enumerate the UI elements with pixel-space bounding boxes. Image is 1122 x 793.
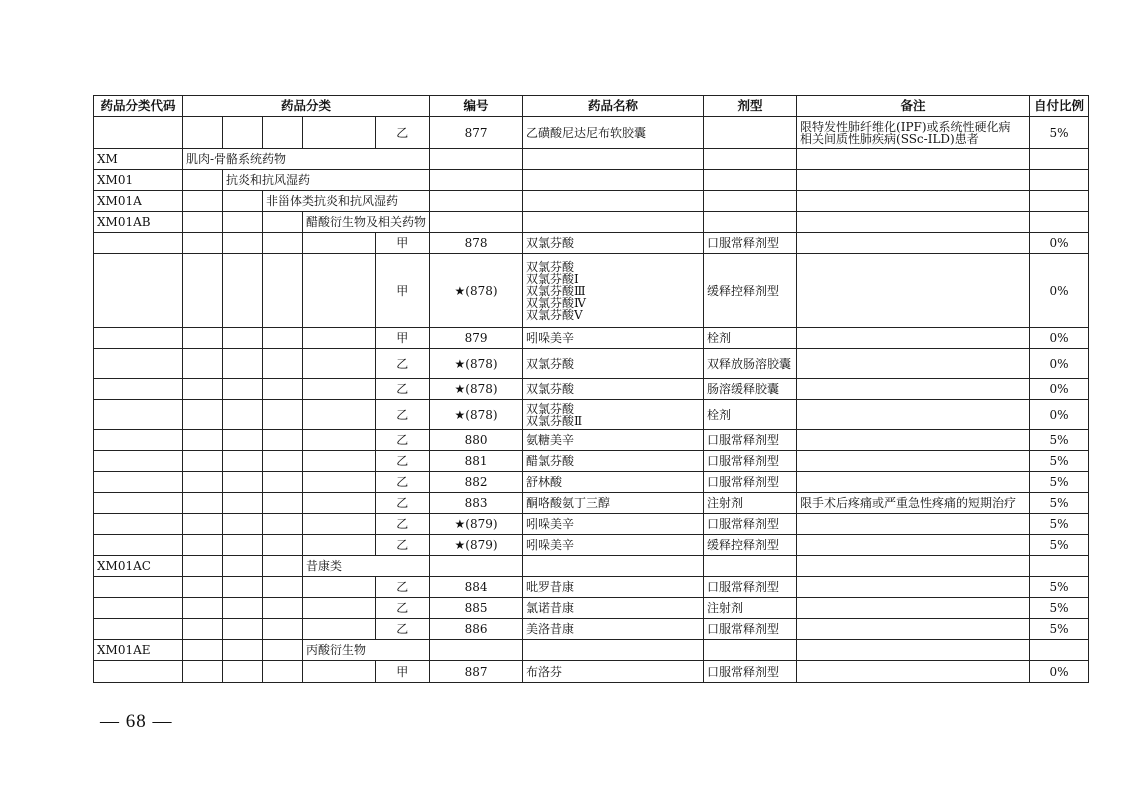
- empty-cell: [263, 598, 303, 619]
- drug-number-cell: 878: [430, 233, 523, 254]
- empty-cell: [183, 191, 223, 212]
- empty-cell: [223, 535, 263, 556]
- empty-cell: [263, 233, 303, 254]
- empty-cell: [430, 149, 523, 170]
- group-row: [94, 556, 1089, 577]
- empty-cell: [183, 212, 223, 233]
- dosage-form-cell: [704, 117, 797, 149]
- empty-cell: [94, 514, 183, 535]
- empty-cell: [183, 598, 223, 619]
- drug-class-cell: 乙: [375, 117, 429, 149]
- empty-cell: [223, 233, 263, 254]
- empty-cell: [303, 400, 376, 430]
- dosage-form-cell: 口服常释剂型: [704, 514, 797, 535]
- remark-cell: [797, 430, 1030, 451]
- remark-cell: [797, 598, 1030, 619]
- empty-cell: [183, 640, 223, 661]
- empty-cell: [223, 212, 263, 233]
- dosage-form-cell: 栓剂: [704, 400, 797, 430]
- group-row: [94, 640, 1089, 661]
- empty-cell: [704, 640, 797, 661]
- empty-cell: [183, 472, 223, 493]
- empty-cell: [303, 661, 376, 683]
- drug-class-cell: 乙: [375, 349, 429, 379]
- drug-number-cell: ★(878): [430, 400, 523, 430]
- empty-cell: [223, 556, 263, 577]
- empty-cell: [223, 191, 263, 212]
- empty-cell: [1030, 191, 1089, 212]
- drug-class-cell: 乙: [375, 514, 429, 535]
- drug-name-cell: 双氯芬酸: [523, 379, 704, 400]
- table-row: [94, 379, 1089, 400]
- drug-name-cell: 布洛芬: [523, 661, 704, 683]
- text-line: 双氯芬酸Ⅰ: [526, 271, 579, 286]
- drug-number-cell: ★(879): [430, 514, 523, 535]
- copay-ratio-cell: 5%: [1030, 430, 1089, 451]
- table-row: [94, 430, 1089, 451]
- dosage-form-cell: 缓释控释剂型: [704, 254, 797, 328]
- table-row: [94, 577, 1089, 598]
- empty-cell: [704, 149, 797, 170]
- empty-cell: [303, 328, 376, 349]
- drug-class-cell: 乙: [375, 430, 429, 451]
- classification-code: XM: [94, 149, 183, 170]
- category-label: 非甾体类抗炎和抗风湿药: [263, 191, 430, 212]
- empty-cell: [183, 349, 223, 379]
- remark-cell: [797, 535, 1030, 556]
- remark-cell: [797, 472, 1030, 493]
- empty-cell: [94, 493, 183, 514]
- empty-cell: [303, 535, 376, 556]
- copay-ratio-cell: 0%: [1030, 349, 1089, 379]
- dosage-form-cell: 缓释控释剂型: [704, 535, 797, 556]
- drug-number-cell: 881: [430, 451, 523, 472]
- empty-cell: [523, 556, 704, 577]
- empty-cell: [303, 379, 376, 400]
- classification-code: XM01: [94, 170, 183, 191]
- empty-cell: [303, 117, 376, 149]
- empty-cell: [183, 328, 223, 349]
- empty-cell: [303, 472, 376, 493]
- header-ratio: 自付比例: [1030, 96, 1089, 117]
- copay-ratio-cell: 5%: [1030, 451, 1089, 472]
- drug-name-cell: [523, 400, 704, 430]
- group-row: [94, 191, 1089, 212]
- remark-cell: [797, 514, 1030, 535]
- empty-cell: [94, 535, 183, 556]
- group-row: [94, 212, 1089, 233]
- empty-cell: [183, 514, 223, 535]
- empty-cell: [263, 556, 303, 577]
- remark-cell: [797, 577, 1030, 598]
- drug-number-cell: 883: [430, 493, 523, 514]
- empty-cell: [94, 379, 183, 400]
- category-label: 抗炎和抗风湿药: [223, 170, 430, 191]
- category-label: 醋酸衍生物及相关药物: [303, 212, 430, 233]
- empty-cell: [183, 430, 223, 451]
- dosage-form-cell: 口服常释剂型: [704, 577, 797, 598]
- empty-cell: [263, 619, 303, 640]
- empty-cell: [263, 535, 303, 556]
- copay-ratio-cell: 5%: [1030, 619, 1089, 640]
- empty-cell: [183, 535, 223, 556]
- empty-cell: [94, 254, 183, 328]
- copay-ratio-cell: 0%: [1030, 379, 1089, 400]
- empty-cell: [223, 640, 263, 661]
- remark-cell: [797, 117, 1030, 149]
- empty-cell: [263, 379, 303, 400]
- empty-cell: [183, 117, 223, 149]
- empty-cell: [183, 661, 223, 683]
- classification-code: XM01AE: [94, 640, 183, 661]
- remark-cell: [797, 619, 1030, 640]
- table-row: [94, 349, 1089, 379]
- empty-cell: [523, 640, 704, 661]
- empty-cell: [430, 212, 523, 233]
- drug-number-cell: ★(878): [430, 379, 523, 400]
- copay-ratio-cell: 5%: [1030, 577, 1089, 598]
- copay-ratio-cell: 0%: [1030, 328, 1089, 349]
- empty-cell: [430, 170, 523, 191]
- copay-ratio-cell: 5%: [1030, 514, 1089, 535]
- remark-cell: [797, 661, 1030, 683]
- group-row: [94, 170, 1089, 191]
- drug-class-cell: 乙: [375, 451, 429, 472]
- header-category: 药品分类: [183, 96, 430, 117]
- empty-cell: [303, 577, 376, 598]
- table-body: [94, 117, 1089, 683]
- copay-ratio-cell: 0%: [1030, 661, 1089, 683]
- text-line: 双氯芬酸Ⅲ: [526, 283, 586, 298]
- empty-cell: [94, 328, 183, 349]
- empty-cell: [797, 191, 1030, 212]
- drug-number-cell: 886: [430, 619, 523, 640]
- empty-cell: [303, 514, 376, 535]
- copay-ratio-cell: 5%: [1030, 472, 1089, 493]
- dosage-form-cell: 口服常释剂型: [704, 430, 797, 451]
- drug-number-cell: 877: [430, 117, 523, 149]
- drug-number-cell: 887: [430, 661, 523, 683]
- empty-cell: [303, 619, 376, 640]
- drug-class-cell: 乙: [375, 400, 429, 430]
- text-line: 双氯芬酸Ⅴ: [526, 307, 583, 322]
- drug-number-cell: 880: [430, 430, 523, 451]
- empty-cell: [430, 640, 523, 661]
- empty-cell: [1030, 640, 1089, 661]
- empty-cell: [223, 379, 263, 400]
- dosage-form-cell: 口服常释剂型: [704, 661, 797, 683]
- empty-cell: [183, 577, 223, 598]
- dosage-form-cell: 栓剂: [704, 328, 797, 349]
- empty-cell: [223, 598, 263, 619]
- empty-cell: [1030, 556, 1089, 577]
- table-row: [94, 598, 1089, 619]
- copay-ratio-cell: 0%: [1030, 254, 1089, 328]
- drug-name-cell: [523, 254, 704, 328]
- empty-cell: [797, 640, 1030, 661]
- drug-number-cell: ★(878): [430, 349, 523, 379]
- drug-name-cell: 吡罗昔康: [523, 577, 704, 598]
- empty-cell: [303, 493, 376, 514]
- empty-cell: [797, 149, 1030, 170]
- classification-code: XM01A: [94, 191, 183, 212]
- copay-ratio-cell: 0%: [1030, 233, 1089, 254]
- empty-cell: [263, 514, 303, 535]
- drug-name-cell: 吲哚美辛: [523, 514, 704, 535]
- drug-class-cell: 乙: [375, 598, 429, 619]
- empty-cell: [263, 640, 303, 661]
- empty-cell: [94, 400, 183, 430]
- drug-catalog-table: [93, 95, 1089, 683]
- group-row: [94, 149, 1089, 170]
- empty-cell: [94, 577, 183, 598]
- empty-cell: [94, 430, 183, 451]
- empty-cell: [704, 191, 797, 212]
- empty-cell: [183, 254, 223, 328]
- empty-cell: [430, 556, 523, 577]
- empty-cell: [223, 430, 263, 451]
- empty-cell: [223, 254, 263, 328]
- drug-name-cell: 美洛昔康: [523, 619, 704, 640]
- remark-cell: [797, 379, 1030, 400]
- drug-number-cell: 884: [430, 577, 523, 598]
- empty-cell: [797, 212, 1030, 233]
- drug-number-cell: 879: [430, 328, 523, 349]
- empty-cell: [223, 400, 263, 430]
- header-row: [94, 96, 1089, 117]
- empty-cell: [183, 170, 223, 191]
- empty-cell: [263, 254, 303, 328]
- table-row: [94, 493, 1089, 514]
- empty-cell: [303, 233, 376, 254]
- drug-class-cell: 乙: [375, 379, 429, 400]
- drug-class-cell: 乙: [375, 577, 429, 598]
- remark-cell: [797, 328, 1030, 349]
- empty-cell: [263, 117, 303, 149]
- table-row: [94, 233, 1089, 254]
- table-row: [94, 254, 1089, 328]
- remark-cell: [797, 233, 1030, 254]
- empty-cell: [183, 493, 223, 514]
- drug-class-cell: 甲: [375, 233, 429, 254]
- drug-number-cell: 885: [430, 598, 523, 619]
- header-form: 剂型: [704, 96, 797, 117]
- empty-cell: [223, 117, 263, 149]
- empty-cell: [704, 556, 797, 577]
- empty-cell: [797, 556, 1030, 577]
- empty-cell: [263, 451, 303, 472]
- category-label: 肌肉-骨骼系统药物: [183, 149, 430, 170]
- header-code: 药品分类代码: [94, 96, 183, 117]
- drug-class-cell: 甲: [375, 661, 429, 683]
- empty-cell: [704, 170, 797, 191]
- drug-name-cell: 乙磺酸尼达尼布软胶囊: [523, 117, 704, 149]
- drug-class-cell: 乙: [375, 535, 429, 556]
- drug-name-cell: 吲哚美辛: [523, 535, 704, 556]
- classification-code: XM01AC: [94, 556, 183, 577]
- empty-cell: [94, 451, 183, 472]
- empty-cell: [523, 170, 704, 191]
- text-line: 相关间质性肺疾病(SSc-ILD)患者: [800, 131, 979, 146]
- drug-number-cell: 882: [430, 472, 523, 493]
- text-line: 双氯芬酸: [526, 401, 575, 416]
- table-row: [94, 328, 1089, 349]
- copay-ratio-cell: 5%: [1030, 493, 1089, 514]
- drug-class-cell: 甲: [375, 328, 429, 349]
- page-number: — 68 —: [100, 711, 173, 732]
- dosage-form-cell: 口服常释剂型: [704, 619, 797, 640]
- drug-number-cell: ★(878): [430, 254, 523, 328]
- table-row: [94, 451, 1089, 472]
- drug-class-cell: 乙: [375, 472, 429, 493]
- empty-cell: [223, 661, 263, 683]
- empty-cell: [263, 493, 303, 514]
- table-row: [94, 117, 1089, 149]
- dosage-form-cell: 双释放肠溶胶囊: [704, 349, 797, 379]
- remark-cell: 限手术后疼痛或严重急性疼痛的短期治疗: [797, 493, 1030, 514]
- drug-name-cell: 吲哚美辛: [523, 328, 704, 349]
- drug-class-cell: 乙: [375, 619, 429, 640]
- remark-cell: [797, 451, 1030, 472]
- empty-cell: [223, 577, 263, 598]
- empty-cell: [303, 349, 376, 379]
- table-row: [94, 514, 1089, 535]
- empty-cell: [94, 117, 183, 149]
- empty-cell: [183, 400, 223, 430]
- dosage-form-cell: 口服常释剂型: [704, 451, 797, 472]
- drug-class-cell: 甲: [375, 254, 429, 328]
- empty-cell: [303, 254, 376, 328]
- empty-cell: [303, 451, 376, 472]
- empty-cell: [1030, 212, 1089, 233]
- table-row: [94, 535, 1089, 556]
- text-line: 双氯芬酸Ⅱ: [526, 413, 583, 428]
- empty-cell: [94, 598, 183, 619]
- text-line: 双氯芬酸: [526, 259, 575, 274]
- copay-ratio-cell: 5%: [1030, 598, 1089, 619]
- drug-number-cell: ★(879): [430, 535, 523, 556]
- drug-name-cell: 氨糖美辛: [523, 430, 704, 451]
- empty-cell: [797, 170, 1030, 191]
- classification-code: XM01AB: [94, 212, 183, 233]
- dosage-form-cell: 口服常释剂型: [704, 472, 797, 493]
- dosage-form-cell: 口服常释剂型: [704, 233, 797, 254]
- empty-cell: [303, 430, 376, 451]
- empty-cell: [704, 212, 797, 233]
- empty-cell: [183, 619, 223, 640]
- empty-cell: [430, 191, 523, 212]
- empty-cell: [263, 577, 303, 598]
- category-label: 丙酸衍生物: [303, 640, 430, 661]
- table-row: [94, 619, 1089, 640]
- table-row: [94, 661, 1089, 683]
- drug-class-cell: 乙: [375, 493, 429, 514]
- text-line: 限特发性肺纤维化(IPF)或系统性硬化病: [800, 119, 1011, 134]
- empty-cell: [263, 472, 303, 493]
- empty-cell: [1030, 149, 1089, 170]
- drug-name-cell: 氯诺昔康: [523, 598, 704, 619]
- empty-cell: [94, 472, 183, 493]
- empty-cell: [223, 328, 263, 349]
- empty-cell: [94, 619, 183, 640]
- empty-cell: [183, 233, 223, 254]
- empty-cell: [94, 349, 183, 379]
- empty-cell: [263, 400, 303, 430]
- empty-cell: [523, 149, 704, 170]
- remark-cell: [797, 400, 1030, 430]
- copay-ratio-cell: 5%: [1030, 117, 1089, 149]
- empty-cell: [223, 472, 263, 493]
- header-remark: 备注: [797, 96, 1030, 117]
- drug-name-cell: 酮咯酸氨丁三醇: [523, 493, 704, 514]
- dosage-form-cell: 注射剂: [704, 493, 797, 514]
- drug-name-cell: 舒林酸: [523, 472, 704, 493]
- text-line: 双氯芬酸Ⅳ: [526, 295, 587, 310]
- empty-cell: [263, 328, 303, 349]
- empty-cell: [223, 514, 263, 535]
- empty-cell: [94, 661, 183, 683]
- drug-name-cell: 双氯芬酸: [523, 233, 704, 254]
- empty-cell: [523, 212, 704, 233]
- empty-cell: [263, 430, 303, 451]
- dosage-form-cell: 注射剂: [704, 598, 797, 619]
- empty-cell: [223, 349, 263, 379]
- empty-cell: [263, 349, 303, 379]
- empty-cell: [1030, 170, 1089, 191]
- empty-cell: [183, 556, 223, 577]
- empty-cell: [263, 661, 303, 683]
- drug-name-cell: 双氯芬酸: [523, 349, 704, 379]
- table-row: [94, 400, 1089, 430]
- empty-cell: [263, 212, 303, 233]
- empty-cell: [523, 191, 704, 212]
- remark-cell: [797, 349, 1030, 379]
- empty-cell: [183, 451, 223, 472]
- copay-ratio-cell: 0%: [1030, 400, 1089, 430]
- remark-cell: [797, 254, 1030, 328]
- empty-cell: [94, 233, 183, 254]
- copay-ratio-cell: 5%: [1030, 535, 1089, 556]
- table-row: [94, 472, 1089, 493]
- header-name: 药品名称: [523, 96, 704, 117]
- category-label: 昔康类: [303, 556, 430, 577]
- empty-cell: [183, 379, 223, 400]
- header-number: 编号: [430, 96, 523, 117]
- empty-cell: [303, 598, 376, 619]
- empty-cell: [223, 493, 263, 514]
- empty-cell: [223, 619, 263, 640]
- empty-cell: [223, 451, 263, 472]
- dosage-form-cell: 肠溶缓释胶囊: [704, 379, 797, 400]
- drug-name-cell: 醋氯芬酸: [523, 451, 704, 472]
